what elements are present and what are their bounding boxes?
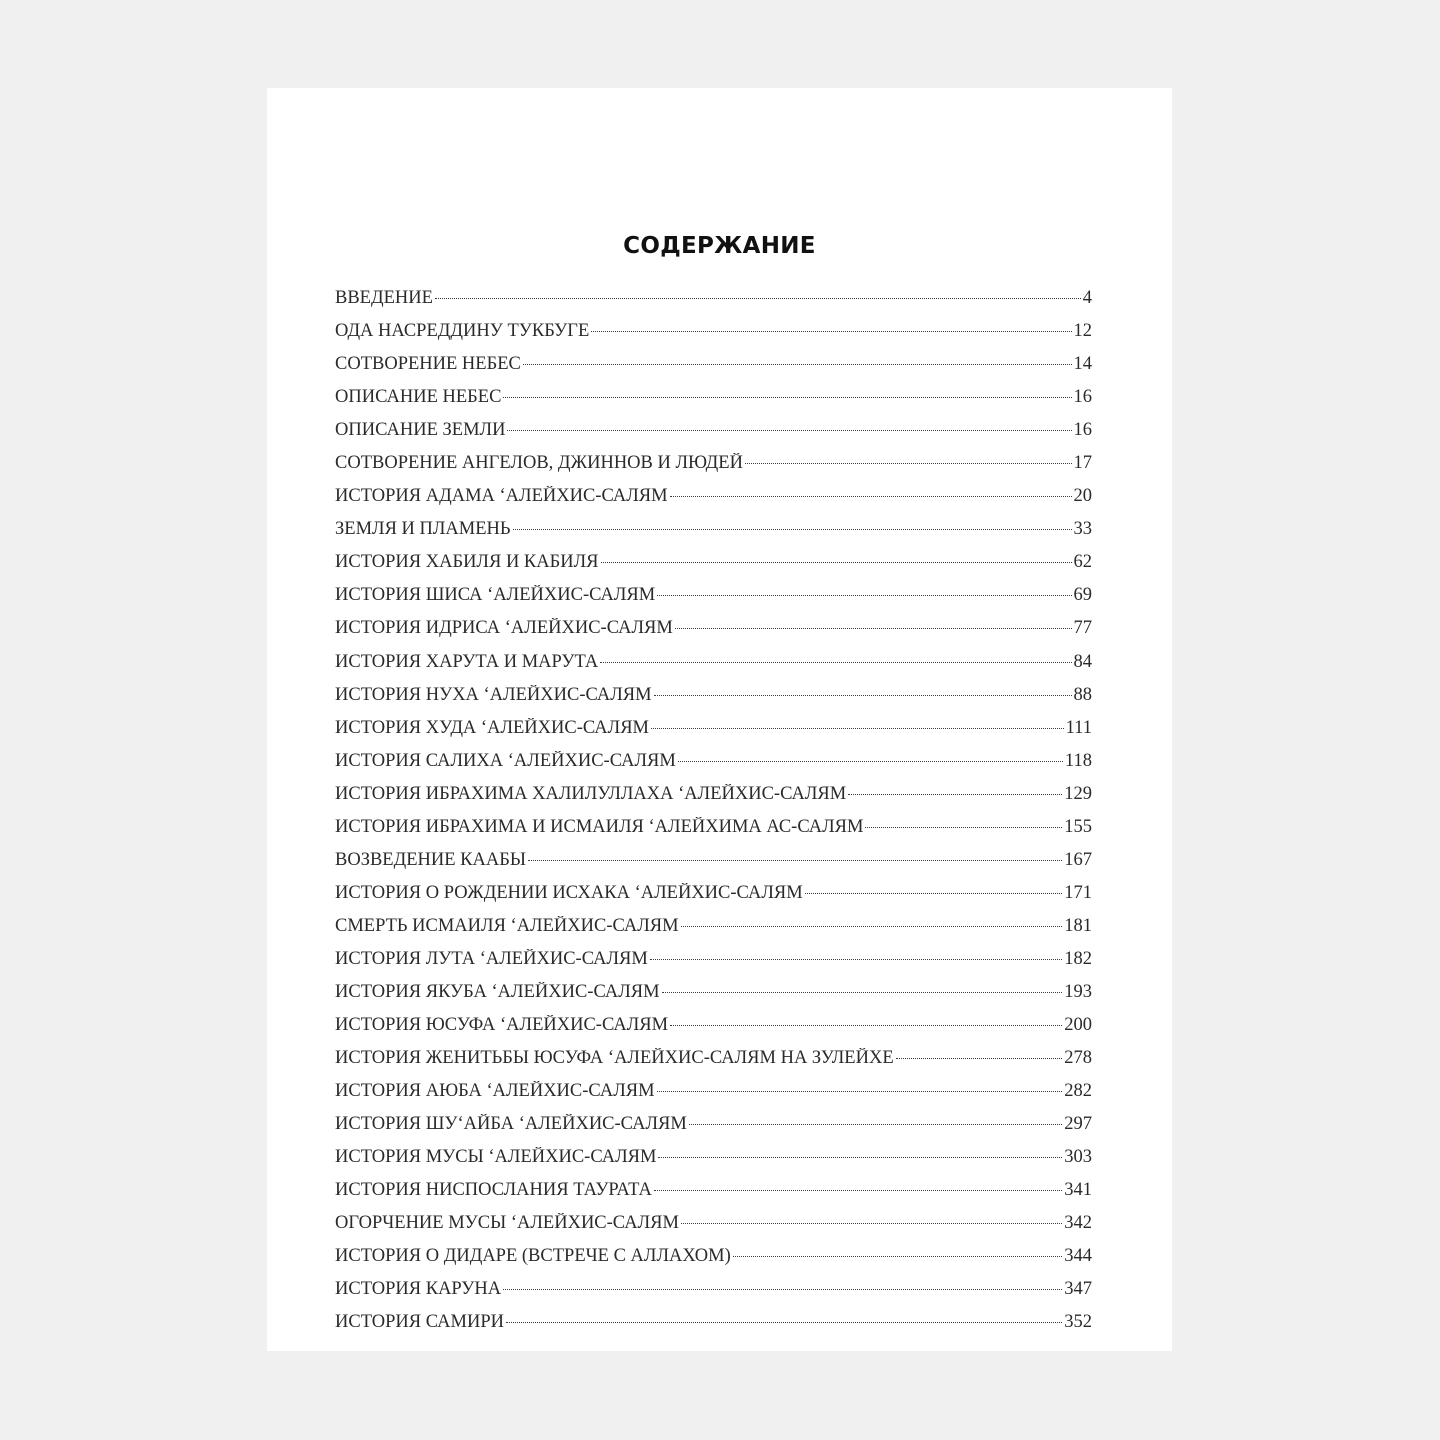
toc-entry-title: ИСТОРИЯ САЛИХА ‘АЛЕЙХИС-САЛЯМ [335, 750, 676, 771]
toc-entry-page-number: 118 [1064, 750, 1092, 771]
toc-entry-title: ОГОРЧЕНИЕ МУСЫ ‘АЛЕЙХИС-САЛЯМ [335, 1213, 679, 1234]
dot-leader [678, 761, 1063, 762]
dot-leader [507, 430, 1071, 431]
dot-leader [745, 463, 1072, 464]
toc-entry [335, 982, 1092, 1015]
toc-entry [335, 1312, 1092, 1345]
toc-entry-title: ИСТОРИЯ ИБРАХИМА ХАЛИЛУЛЛАХА ‘АЛЕЙХИС-САЛЯМ [335, 783, 847, 804]
document-page [267, 88, 1172, 1351]
dot-leader [591, 331, 1071, 332]
dot-leader [670, 1025, 1062, 1026]
dot-leader [506, 1322, 1062, 1323]
dot-leader [662, 992, 1063, 993]
toc-entry-page-number: 4 [1082, 288, 1092, 308]
toc-entry [335, 453, 1092, 486]
dot-leader [600, 662, 1071, 663]
toc-entry [335, 486, 1092, 519]
dot-leader [503, 397, 1071, 398]
toc-entry [335, 949, 1092, 982]
toc-entry [335, 1015, 1092, 1048]
toc-entry-page-number: 88 [1073, 684, 1092, 705]
dot-leader [670, 496, 1072, 497]
toc-entry-page-number: 181 [1064, 915, 1092, 936]
toc-entry-page-number: 84 [1073, 651, 1092, 672]
toc-entry-title: СОТВОРЕНИЕ АНГЕЛОВ, ДЖИННОВ И ЛЮДЕЙ [335, 453, 743, 474]
toc-entry-title: ИСТОРИЯ ШИСА ‘АЛЕЙХИС-САЛЯМ [335, 585, 656, 606]
dot-leader [435, 298, 1081, 299]
toc-entry [335, 850, 1092, 883]
toc-entry-page-number: 341 [1064, 1180, 1092, 1201]
toc-entry-page-number: 129 [1064, 783, 1092, 804]
toc-entry [335, 1213, 1092, 1246]
toc-entry-page-number: 182 [1064, 948, 1092, 969]
toc-entry-title: ИСТОРИЯ ИДРИСА ‘АЛЕЙХИС-САЛЯМ [335, 618, 673, 639]
dot-leader [681, 926, 1063, 927]
dot-leader [865, 827, 1062, 828]
toc-entry-title: ИСТОРИЯ ЮСУФА ‘АЛЕЙХИС-САЛЯМ [335, 1015, 669, 1036]
toc-entry-title: ИСТОРИЯ ХАБИЛЯ И КАБИЛЯ [335, 552, 599, 573]
toc-entry [335, 1279, 1092, 1312]
toc-entry-title: ИСТОРИЯ ЯКУБА ‘АЛЕЙХИС-САЛЯМ [335, 981, 660, 1002]
toc-entry-page-number: 352 [1064, 1312, 1092, 1333]
toc-entry-page-number: 14 [1073, 354, 1092, 375]
toc-entry [335, 1246, 1092, 1279]
dot-leader [896, 1058, 1063, 1059]
toc-entry-page-number: 303 [1064, 1147, 1092, 1168]
toc-entry-page-number: 17 [1073, 453, 1092, 474]
toc-entry-page-number: 342 [1064, 1213, 1092, 1234]
toc-entry [335, 618, 1092, 651]
toc-entry-page-number: 69 [1073, 585, 1092, 606]
toc-entry-page-number: 77 [1073, 618, 1092, 639]
toc-entry-title: ИСТОРИЯ ЖЕНИТЬБЫ ЮСУФА ‘АЛЕЙХИС-САЛЯМ НА ЗУЛЕЙХЕ [335, 1048, 894, 1069]
toc-entry [335, 784, 1092, 817]
toc-entry-page-number: 193 [1064, 981, 1092, 1002]
toc-entry-title: ИСТОРИЯ НУХА ‘АЛЕЙХИС-САЛЯМ [335, 684, 652, 705]
dot-leader [657, 1091, 1063, 1092]
dot-leader [528, 860, 1062, 861]
toc-entry [335, 321, 1092, 354]
toc-entry [335, 1048, 1092, 1081]
toc-entry-title: ИСТОРИЯ АЮБА ‘АЛЕЙХИС-САЛЯМ [335, 1081, 655, 1102]
toc-entry-page-number: 344 [1064, 1246, 1092, 1267]
toc-entry [335, 817, 1092, 850]
toc-entry-title: ИСТОРИЯ КАРУНА [335, 1279, 502, 1300]
toc-entry-title: ИСТОРИЯ О ДИДАРЕ (ВСТРЕЧЕ С АЛЛАХОМ) [335, 1246, 731, 1267]
toc-entry [335, 552, 1092, 585]
dot-leader [650, 959, 1062, 960]
toc-entry-title: ИСТОРИЯ ИБРАХИМА И ИСМАИЛЯ ‘АЛЕЙХИМА АС-САЛЯМ [335, 816, 864, 837]
toc-entry-title: ВОЗВЕДЕНИЕ КААБЫ [335, 849, 526, 870]
toc-entry [335, 751, 1092, 784]
dot-leader [503, 1289, 1062, 1290]
dot-leader [651, 728, 1064, 729]
toc-list [335, 288, 1092, 1346]
toc-entry-page-number: 62 [1073, 552, 1092, 573]
toc-entry [335, 387, 1092, 420]
toc-entry-page-number: 297 [1064, 1114, 1092, 1135]
toc-entry-page-number: 20 [1073, 486, 1092, 507]
toc-entry [335, 585, 1092, 618]
toc-entry [335, 288, 1092, 321]
toc-entry-title: ВВЕДЕНИЕ [335, 288, 433, 308]
toc-entry-page-number: 16 [1073, 420, 1092, 441]
toc-entry [335, 420, 1092, 453]
toc-entry-page-number: 12 [1073, 321, 1092, 342]
toc-entry-page-number: 155 [1064, 816, 1092, 837]
dot-leader [513, 529, 1072, 530]
toc-entry-title: ИСТОРИЯ ХАРУТА И МАРУТА [335, 651, 599, 672]
toc-entry [335, 1081, 1092, 1114]
toc-entry-title: ИСТОРИЯ ЛУТА ‘АЛЕЙХИС-САЛЯМ [335, 948, 648, 969]
toc-entry-page-number: 167 [1064, 849, 1092, 870]
toc-entry [335, 354, 1092, 387]
toc-entry-title: ИСТОРИЯ МУСЫ ‘АЛЕЙХИС-САЛЯМ [335, 1147, 657, 1168]
toc-entry [335, 883, 1092, 916]
toc-entry-page-number: 200 [1064, 1015, 1092, 1036]
toc-entry-title: ИСТОРИЯ САМИРИ [335, 1312, 504, 1333]
toc-entry [335, 1180, 1092, 1213]
dot-leader [654, 695, 1072, 696]
toc-entry-page-number: 111 [1065, 717, 1092, 738]
toc-entry-title: СОТВОРЕНИЕ НЕБЕС [335, 354, 521, 375]
toc-entry-title: ОДА НАСРЕДДИНУ ТУКБУГЕ [335, 321, 590, 342]
dot-leader [658, 1157, 1062, 1158]
toc-entry-title: ОПИСАНИЕ НЕБЕС [335, 387, 502, 408]
dot-leader [689, 1124, 1062, 1125]
toc-entry-title: ЗЕМЛЯ И ПЛАМЕНЬ [335, 519, 511, 540]
toc-entry-page-number: 278 [1064, 1048, 1092, 1069]
toc-entry [335, 685, 1092, 718]
toc-entry [335, 519, 1092, 552]
toc-entry-title: ОПИСАНИЕ ЗЕМЛИ [335, 420, 506, 441]
toc-entry [335, 718, 1092, 751]
dot-leader [657, 595, 1071, 596]
toc-entry-page-number: 33 [1073, 519, 1092, 540]
toc-entry-title: СМЕРТЬ ИСМАИЛЯ ‘АЛЕЙХИС-САЛЯМ [335, 915, 679, 936]
dot-leader [601, 562, 1072, 563]
toc-entry-title: ИСТОРИЯ ХУДА ‘АЛЕЙХИС-САЛЯМ [335, 717, 649, 738]
toc-entry-page-number: 16 [1073, 387, 1092, 408]
toc-entry [335, 916, 1092, 949]
toc-entry-title: ИСТОРИЯ О РОЖДЕНИИ ИСХАКА ‘АЛЕЙХИС-САЛЯМ [335, 882, 803, 903]
dot-leader [675, 628, 1072, 629]
toc-entry [335, 652, 1092, 685]
dot-leader [654, 1190, 1062, 1191]
dot-leader [848, 794, 1062, 795]
toc-entry-page-number: 282 [1064, 1081, 1092, 1102]
toc-entry-page-number: 171 [1064, 882, 1092, 903]
toc-title: СОДЕРЖАНИЕ [623, 233, 816, 259]
dot-leader [805, 893, 1063, 894]
dot-leader [733, 1256, 1063, 1257]
toc-entry-page-number: 347 [1064, 1279, 1092, 1300]
dot-leader [681, 1223, 1062, 1224]
dot-leader [523, 364, 1072, 365]
toc-entry [335, 1114, 1092, 1147]
toc-entry-title: ИСТОРИЯ ШУ‘АЙБА ‘АЛЕЙХИС-САЛЯМ [335, 1114, 687, 1135]
toc-entry-title: ИСТОРИЯ НИСПОСЛАНИЯ ТАУРАТА [335, 1180, 652, 1201]
toc-entry [335, 1147, 1092, 1180]
toc-entry-title: ИСТОРИЯ АДАМА ‘АЛЕЙХИС-САЛЯМ [335, 486, 668, 507]
